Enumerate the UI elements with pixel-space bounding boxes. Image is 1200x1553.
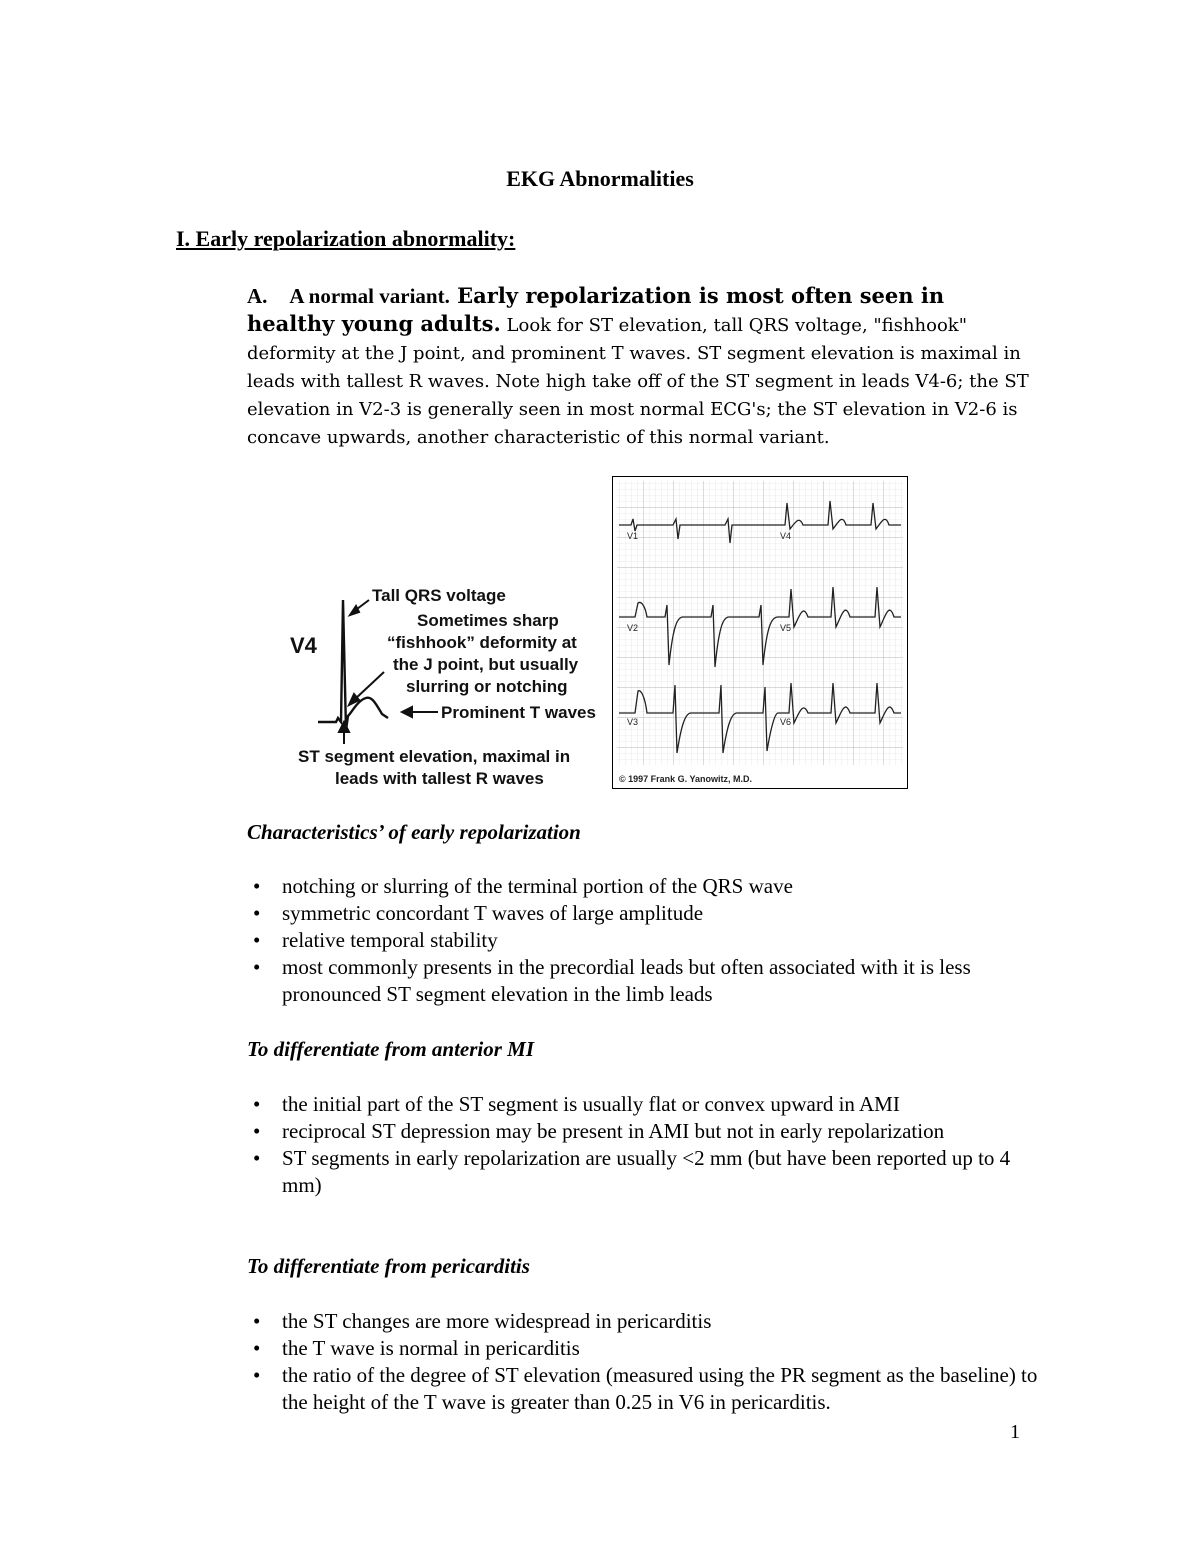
annot-fish-1: Sometimes sharp	[417, 611, 559, 630]
list-item: • symmetric concordant T waves of large amplitude	[247, 900, 1047, 927]
ecg-lead-v6: V6	[780, 717, 792, 727]
ecg-lead-v1: V1	[627, 531, 639, 541]
lead-label-v4: V4	[290, 633, 317, 658]
v4-diagram	[290, 580, 612, 790]
ecg-lead-v5: V5	[780, 623, 792, 633]
v4-waveform	[318, 600, 388, 730]
pericarditis-list	[247, 1308, 1047, 1416]
list-item: • the initial part of the ST segment is usually flat or convex upward in AMI	[247, 1091, 1047, 1118]
annot-st-2: leads with tallest R waves	[335, 769, 544, 788]
section-heading: I. Early repolarization abnormality:	[176, 226, 516, 251]
ecg-lead-v2: V2	[627, 623, 639, 633]
ecg-copyright: © 1997 Frank G. Yanowitz, M.D.	[619, 774, 753, 784]
para-body: Look for ST elevation, tall QRS voltage, "fishhook" deformity at the J point, and prominent T waves. ST segment elevation is maximal in leads with tallest R waves. Note high take off of the ST segment in leads V4-6; the ST elevation in V2-3 is generally seen in most normal ECG's; the ST elevation in V2-6 is concave upwards, another characteristic of this normal variant.	[247, 315, 1029, 448]
ecg-strip	[612, 476, 908, 789]
list-item: • reciprocal ST depression may be present in AMI but not in early repolarization	[247, 1118, 1047, 1145]
list-item: • the ratio of the degree of ST elevation (measured using the PR segment as the baseline) to the height of the T wave is greater than 0.25 in V6 in pericarditis.	[247, 1362, 1047, 1416]
para-lead: Early repolarization is most often seen in healthy young adults.	[247, 283, 945, 336]
list-item: • the T wave is normal in pericarditis	[247, 1335, 1047, 1362]
annot-fish-4: slurring or notching	[406, 677, 568, 696]
para-label: A.	[247, 284, 268, 308]
annot-t-wave: Prominent T waves	[441, 703, 596, 722]
list-item: • ST segments in early repolarization are usually <2 mm (but have been reported up to 4 mm)	[247, 1145, 1047, 1199]
ecg-lead-v4: V4	[780, 531, 792, 541]
characteristics-heading: Characteristics’ of early repolarization	[247, 820, 581, 844]
anterior-mi-heading: To differentiate from anterior MI	[247, 1037, 535, 1061]
para-subtitle: A normal variant.	[289, 284, 450, 308]
characteristics-list	[247, 873, 1047, 1008]
annot-fish-3: the J point, but usually	[393, 655, 579, 674]
paragraph-a	[247, 282, 1037, 451]
ecg-grid	[617, 481, 903, 765]
list-item: • the ST changes are more widespread in pericarditis	[247, 1308, 1047, 1335]
page-number: 1	[1010, 1421, 1020, 1443]
anterior-mi-list	[247, 1091, 1047, 1199]
page-title: EKG Abnormalities	[506, 166, 694, 191]
pericarditis-heading: To differentiate from pericarditis	[247, 1254, 530, 1278]
annot-qrs: Tall QRS voltage	[372, 586, 506, 605]
annot-fish-2: “fishhook” deformity at	[387, 633, 577, 652]
list-item: • notching or slurring of the terminal portion of the QRS wave	[247, 873, 1047, 900]
list-item: • relative temporal stability	[247, 927, 1047, 954]
list-item: • most commonly presents in the precordial leads but often associated with it is less pronounced ST segment elevation in the limb leads	[247, 954, 1047, 1008]
ecg-lead-v3: V3	[627, 717, 639, 727]
annot-st-1: ST segment elevation, maximal in	[298, 747, 571, 766]
